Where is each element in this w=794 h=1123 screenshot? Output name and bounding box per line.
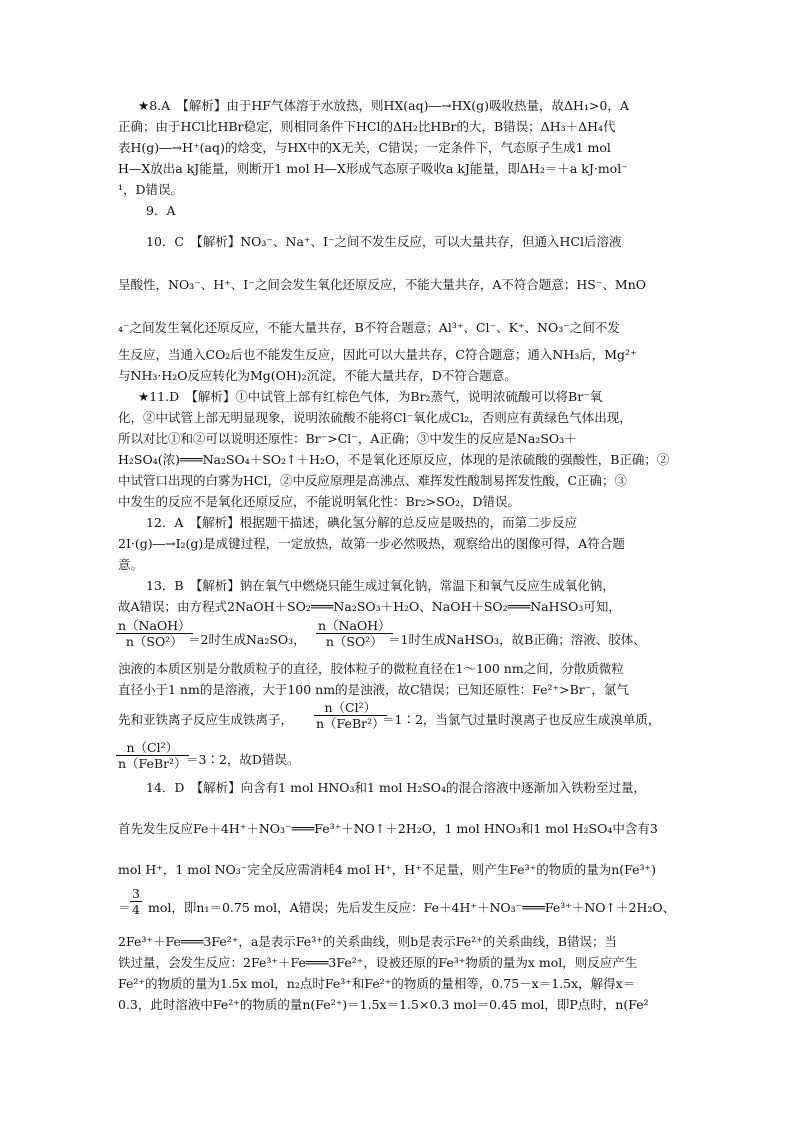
text-line: H₂SO₄(浓)═══Na₂SO₄＋SO₂↑＋H₂O，不是氧化还原反应，体现的是浓硫酸的强酸性，B正确；② [118, 452, 670, 467]
text-line: ★11.D 【解析】①中试管上部有红棕色气体，为Br₂蒸气，说明浓硫酸可以将Br⁻氧 [138, 389, 603, 404]
text-line: Fe²⁺的物质的量为1.5x mol，n₂点时Fe³⁺和Fe²⁺的物质的量相等，0.75－x＝1.5x，解得x＝ [118, 976, 636, 991]
text-line: 呈酸性，NO₃⁻、H⁺、I⁻之间会发生氧化还原反应，不能大量共存，A不符合题意；HS⁻、MnO [118, 277, 647, 292]
text-line: 2I·(g)―→I₂(g)是成键过程，一定放热，故第一步必然吸热，观察给出的图像可得，A符合题 [118, 536, 625, 551]
text-line: 10．C 【解析】NO₃⁻、Na⁺、I⁻之间不发生反应，可以大量共存，但通入HCl后溶液 [146, 234, 622, 249]
text-line: 故A错误；由方程式2NaOH＋SO₂═══Na₂SO₃＋H₂O、NaOH＋SO₂═══NaHSO₃可知， [118, 599, 621, 614]
text-line: 14．D 【解析】向含有1 mol HNO₃和1 mol H₂SO₄的混合溶液中逐渐加入铁粉至过量， [146, 780, 647, 795]
text-line: 表H(g)―→H⁺(aq)的焓变，与HX中的X无关，C错误；一定条件下，气态原子生成1 mol [118, 140, 611, 155]
fraction-numerator: n（Cl²） [324, 700, 377, 715]
text-line: 中发生的反应不是氧化还原反应，不能说明氧化性：Br₂>SO₂，D错误。 [118, 494, 520, 509]
fraction-numerator: n（NaOH） [318, 618, 391, 633]
text-line: 与NH₃·H₂O反应转化为Mg(OH)₂沉淀，不能大量共存，D不符合题意。 [118, 368, 517, 383]
equals-sign: ＝ [118, 900, 131, 915]
text-line: 意。 [118, 557, 144, 572]
fraction-denominator: 4 [132, 902, 140, 917]
fraction [116, 740, 189, 771]
fraction-tail: ＝3∶2，故D错误。 [186, 752, 300, 767]
text-line: 浊液的本质区别是分散质粒子的直径，胶体粒子的微粒直径在1～100 nm之间，分散质微粒 [118, 661, 624, 676]
text-line: 2Fe³⁺＋Fe═══3Fe²⁺，a是表示Fe³⁺的关系曲线，则b是表示Fe²⁺的关系曲线，B错误；当 [118, 934, 617, 949]
text-line: 首先发生反应Fe＋4H⁺＋NO₃⁻═══Fe³⁺＋NO↑＋2H₂O，1 mol HNO₃和1 mol H₂SO₄中含有3 [118, 821, 658, 836]
text-line: 0.3，此时溶液中Fe²⁺的物质的量n(Fe²⁺)＝1.5x＝1.5×0.3 mol＝0.45 mol，即P点时，n(Fe² [118, 997, 649, 1012]
fraction [314, 700, 387, 731]
fraction-denominator: n（SO²） [316, 633, 393, 649]
fraction-numerator: n（Cl²） [126, 740, 179, 755]
text-line: 中试管口出现的白雾为HCl，②中反应原理是高沸点、难挥发性酸制易挥发性酸，C正确；③ [118, 473, 628, 488]
fraction-denominator: n（FeBr²） [118, 756, 187, 771]
text-line: ¹，D错误。 [118, 182, 184, 197]
fraction [316, 618, 393, 649]
text-line: 化，②中试管上部无明显现象，说明浓硫酸不能将Cl⁻氧化成Cl₂，否则应有黄绿色气体出现， [118, 410, 632, 425]
text-line: 铁过量，会发生反应：2Fe³⁺＋Fe═══3Fe²⁺，设被还原的Fe³⁺物质的量为x mol，则反应产生 [118, 955, 638, 970]
fraction-denominator: n（FeBr²） [316, 716, 385, 731]
text-line: 9．A [146, 203, 176, 218]
text-line: H—X放出a kJ能量，则断开1 mol H—X形成气态原子吸收a kJ能量，即ΔH₂＝＋a kJ·mol⁻ [118, 161, 628, 176]
fraction-numerator: 3 [132, 886, 140, 901]
text-line: 12．A 【解析】根据题干描述，碘化氢分解的总反应是吸热的，而第二步反应 [146, 515, 578, 530]
fraction-tail: ＝1时生成NaHSO₃，故B正确；溶液、胶体、 [388, 632, 646, 647]
fraction-denominator: n（SO²） [116, 633, 193, 649]
fraction [116, 618, 193, 649]
text-line: 13．B 【解析】钠在氧气中燃烧只能生成过氧化钠，常温下和氧气反应生成氧化钠， [146, 578, 615, 593]
text-line: ★8.A 【解析】由于HF气体溶于水放热，则HX(aq)―→HX(g)吸收热量，故ΔH₁>0，A [138, 98, 629, 113]
text-line: 所以对比①和②可以说明还原性：Br⁻>Cl⁻，A正确；③中发生的反应是Na₂SO₃＋ [118, 431, 577, 446]
fraction-tail: mol，即n₁＝0.75 mol，A错误；先后发生反应：Fe＋4H⁺＋NO₃⁻═══Fe³⁺＋NO↑＋2H₂O、 [148, 900, 676, 915]
text-line: 正确；由于HCl比HBr稳定，则相同条件下HCl的ΔH₂比HBr的大，B错误；ΔH₃＋ΔH₄代 [118, 119, 616, 134]
fraction-tail: ＝2时生成Na₂SO₃， [188, 632, 306, 647]
text-line: ₄⁻之间发生氧化还原反应，不能大量共存，B不符合题意；Al³⁺、Cl⁻、K⁺、NO₃⁻之间不发 [118, 320, 620, 335]
text-line: 先和亚铁离子反应生成铁离子， [118, 712, 294, 727]
text-line: mol H⁺，1 mol NO₃⁻完全反应需消耗4 mol H⁺，H⁺不足量，则产生Fe³⁺的物质的量为n(Fe³⁺) [118, 862, 656, 877]
fraction-tail: ＝1∶2，当氯气过量时溴离子也反应生成溴单质， [382, 712, 661, 727]
fraction [130, 886, 142, 917]
fraction-numerator: n（NaOH） [118, 618, 191, 633]
text-line: 生反应，当通入CO₂后也不能发生反应，因此可以大量共存，C符合题意；通入NH₃后，Mg²⁺ [118, 347, 637, 362]
text-line: 直径小于1 nm的是溶液，大于100 nm的是浊液，故C错误；已知还原性：Fe²⁺>Br⁻，氯气 [118, 682, 629, 697]
